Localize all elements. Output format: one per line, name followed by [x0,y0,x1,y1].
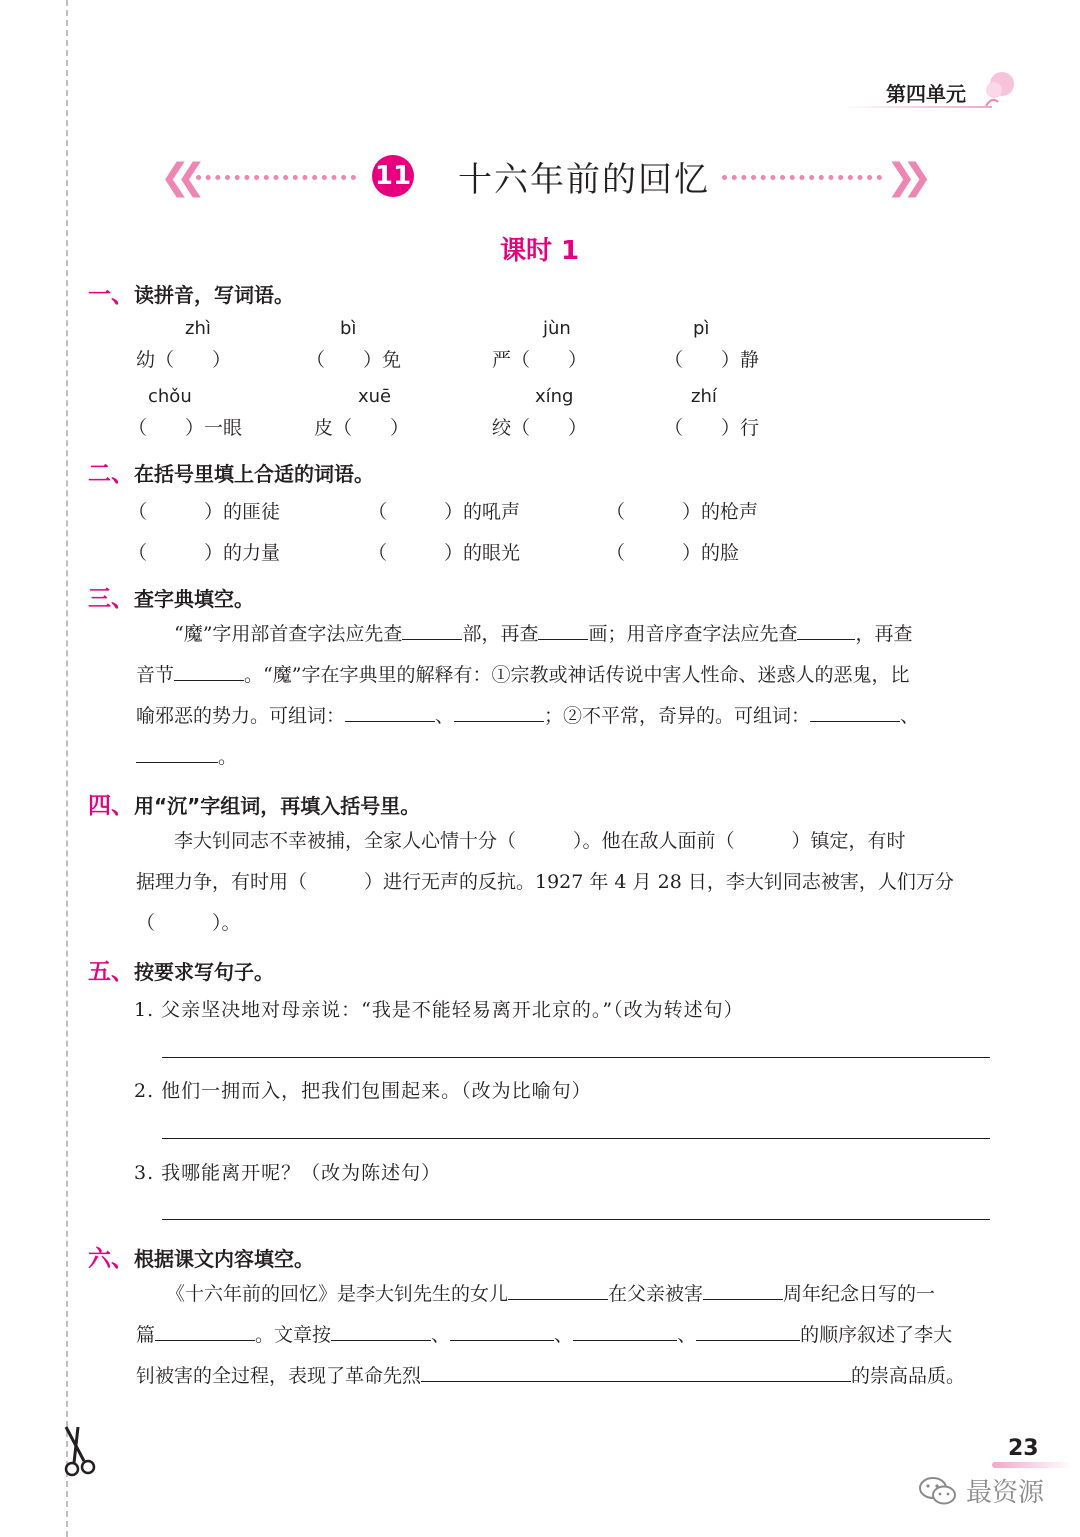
text: 。“魔”字在字典里的解释有：①宗教或神话传说中害人性命、迷惑人的恶鬼，比 [244,664,910,686]
fill-phrase[interactable]: （ ）的枪声 [606,501,759,523]
text: 、 [435,705,455,727]
answer-blank[interactable] [174,662,244,681]
chen-paragraph [136,821,990,944]
answer-blank[interactable] [402,621,462,640]
lesson-subtitle: 课时 1 [500,236,580,266]
word-blank[interactable]: （ ）静 [664,349,760,371]
word-blank[interactable]: 绞（ ） [492,417,588,439]
text: 喻邪恶的势力。可组词： [136,705,346,727]
text: 《十六年前的回忆》是李大钊先生的女儿 [166,1283,509,1305]
section-4-heading [88,787,420,820]
pinyin: xíng [535,386,574,407]
section-2-heading [88,455,374,488]
answer-blank[interactable] [810,703,900,722]
answer-line[interactable] [162,1219,990,1220]
text: ，再查 [855,623,913,645]
unit-label: 第四单元 [886,82,966,106]
answer-blank[interactable] [508,1281,608,1300]
section-title: 按要求写句子。 [134,960,274,984]
section-6-heading [88,1240,314,1273]
text: 。文章按 [255,1324,332,1346]
section-title: 在括号里填上合适的词语。 [134,462,374,486]
text: 在父亲被害 [608,1283,704,1305]
section-number: 六、 [88,1246,134,1272]
title-dots-right [722,175,882,180]
pinyin: chǒu [148,386,192,407]
question-2: 2. 他们一拥而入，把我们包围起来。（改为比喻句） [134,1080,592,1102]
answer-blank[interactable] [421,1363,851,1382]
unit-underline [842,106,992,108]
wechat-icon [918,1474,958,1508]
text-line[interactable]: 李大钊同志不幸被捕，全家人心情十分（ ）。他在敌人面前（ ）镇定，有时 [174,830,906,852]
cut-line [66,0,68,1537]
chevron-left-icon: ❮❮ [160,157,193,198]
flower-icon [978,66,1022,110]
answer-blank[interactable] [345,703,435,722]
text-line[interactable]: （ ）。 [136,912,241,934]
answer-blank[interactable] [696,1322,800,1341]
text: 篇 [136,1324,156,1346]
question-1: 1. 父亲坚决地对母亲说：“我是不能轻易离开北京的。”（改为转述句） [134,999,744,1021]
section-5-heading [88,953,274,986]
text: 。 [218,746,238,768]
lesson-number-badge: 11 [372,155,414,197]
answer-blank[interactable] [797,621,855,640]
word-blank[interactable]: 幼（ ） [136,349,232,371]
text: 音节 [136,664,175,686]
pinyin: zhí [691,386,717,407]
section-3-heading [88,580,254,613]
answer-blank[interactable] [136,744,218,763]
text: 的崇高品质。 [851,1365,966,1387]
pinyin: xuē [358,386,392,407]
section-number: 二、 [88,461,134,487]
fill-phrase[interactable]: （ ）的力量 [128,542,281,564]
text: 、 [900,705,920,727]
dictionary-paragraph [136,614,990,778]
pinyin: zhì [185,318,211,339]
section-title: 用“沉”字组词，再填入括号里。 [134,794,421,818]
word-blank[interactable]: 皮（ ） [314,417,410,439]
answer-blank[interactable] [450,1322,554,1341]
text: ；②不平常，奇异的。可组词： [544,705,811,727]
answer-blank[interactable] [573,1322,677,1341]
section-number: 四、 [88,793,134,819]
title-dots-left [196,175,356,180]
watermark-text: 最资源 [966,1478,1045,1508]
text: 钊被害的全过程，表现了革命先烈 [136,1365,422,1387]
text: “魔”字用部首查字法应先查 [174,623,403,645]
section-title: 查字典填空。 [134,587,254,611]
fill-phrase[interactable]: （ ）的眼光 [368,542,521,564]
page-number-bar [992,1462,1072,1468]
chevron-right-icon: ❯❯ [886,157,919,198]
lesson-title: 十六年前的回忆 [458,160,710,200]
answer-blank[interactable] [331,1322,431,1341]
section-number: 一、 [88,282,134,308]
section-number: 五、 [88,959,134,985]
text-line[interactable]: 据理力争，有时用（ ）进行无声的反抗。1927 年 4 月 28 日，李大钊同志被害，人们万分 [136,871,954,893]
word-blank[interactable]: （ ）免 [306,349,402,371]
scissors-icon [58,1425,102,1481]
answer-blank[interactable] [155,1322,255,1341]
fill-phrase[interactable]: （ ）的匪徒 [128,501,281,523]
word-blank[interactable]: （ ）一眼 [128,417,243,439]
answer-line[interactable] [162,1138,990,1139]
pinyin: pì [693,318,710,339]
fill-phrase[interactable]: （ ）的脸 [606,542,740,564]
answer-blank[interactable] [538,621,588,640]
pinyin: jùn [543,318,571,339]
section-title: 读拼音，写词语。 [134,283,294,307]
content-paragraph [136,1274,992,1397]
section-number: 三、 [88,586,134,612]
answer-blank[interactable] [703,1281,783,1300]
text: 周年纪念日写的一 [783,1283,936,1305]
text: 、 [431,1324,451,1346]
text: 部，再查 [462,623,539,645]
word-blank[interactable]: 严（ ） [492,349,588,371]
section-title: 根据课文内容填空。 [134,1247,314,1271]
question-3: 3. 我哪能离开呢？（改为陈述句） [134,1162,442,1184]
page-number: 23 [1008,1436,1039,1461]
word-blank[interactable]: （ ）行 [664,417,760,439]
section-1-heading [88,276,294,309]
pinyin: bì [340,318,357,339]
text: 画；用音序查字法应先查 [588,623,798,645]
text: 、 [554,1324,574,1346]
text: 的顺序叙述了李大 [800,1324,953,1346]
text: 、 [677,1324,697,1346]
answer-blank[interactable] [454,703,544,722]
answer-line[interactable] [162,1057,990,1058]
fill-phrase[interactable]: （ ）的吼声 [368,501,521,523]
